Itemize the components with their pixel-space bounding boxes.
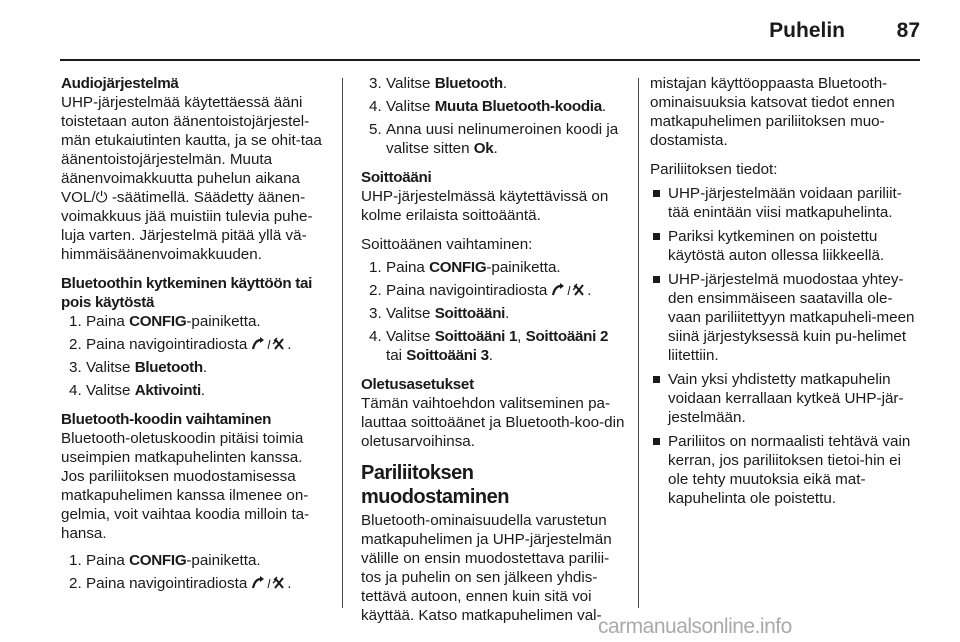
pairing-paragraph: Bluetooth-ominaisuudella varustetun matkapuhelimen ja UHP-järjestelmän välille on ensin muodostettava parilii-tos ja puhelin on sen jälkeen yhdis-tettävä autoon, ennen kuin sitä voi käyttää. Katso matkapuhelimen val-: [361, 512, 612, 624]
bluetooth-code-heading: Bluetooth-koodin vaihtaminen: [61, 411, 272, 428]
list-item: 4. Valitse Aktivointi.: [69, 382, 206, 399]
ringtone-heading: Soittoääni: [361, 169, 432, 186]
list-item: 5. Anna uusi nelinumeroinen koodi ja valitse sitten Ok.: [369, 121, 619, 157]
list-item: 1. Paina CONFIG-painiketta.: [69, 552, 261, 569]
list-item: Vain yksi yhdistetty matkapuhelin voidaan kerrallaan kytkeä UHP-jär-jestelmään.: [650, 370, 922, 427]
bullet-icon: [653, 233, 660, 240]
pairing-paragraph-continued: mistajan käyttöoppaasta Bluetooth-ominaisuuksia katsovat tiedot ennen matkapuhelimen pariliitoksen muo-dostamista.: [650, 75, 895, 149]
bluetooth-code-steps: [61, 551, 327, 593]
audio-heading: Audiojärjestelmä: [61, 75, 179, 92]
navigation-radio-icon: [551, 283, 587, 297]
ringtone-steps: [361, 258, 626, 323]
bluetooth-code-paragraph: Bluetooth-oletuskoodin pitäisi toimia useimpien matkapuhelinten kanssa. Jos pariliitoksen muodostamisessa matkapuhelimen kanssa ilmenee on-gelmia, voit vaihtaa koodia milloin ta-hansa.: [61, 430, 310, 542]
list-item: 2. Paina navigointiradiosta .: [69, 575, 292, 592]
navigation-radio-icon: [251, 337, 287, 351]
column-divider: [342, 78, 343, 608]
bullet-icon: [653, 190, 660, 197]
ringtone-section: [361, 168, 626, 225]
list-item: UHP-järjestelmä muodostaa yhtey-den ensimmäiseen saatavilla ole-vaan pariliitettyyn matkapuheli-meen siinä järjestyksessä kuin pu-helimet liitettiin.: [650, 270, 922, 365]
defaults-section: [361, 375, 626, 451]
list-item: 1. Paina CONFIG-painiketta.: [369, 259, 561, 276]
ringtone-paragraph: UHP-järjestelmässä käytettävissä on kolme erilaista soittoääntä.: [361, 188, 609, 224]
list-item: 1. Paina CONFIG-painiketta.: [69, 313, 261, 330]
defaults-paragraph: Tämän vaihtoehdon valitseminen pa-lauttaa soittoäänet ja Bluetooth-koo-din oletusarvoihinsa.: [361, 395, 625, 450]
list-item: 4. Valitse Muuta Bluetooth-koodia.: [369, 98, 607, 115]
audio-paragraph: UHP-järjestelmää käytettäessä ääni toistetaan auton äänentoistojärjestel-män etukaiutinten kautta, ja se ohit-taa äänentoistojärjestelmän. Muuta äänenvoimakkuutta puhelun aikana VOL/⏻ -säätimellä. Säädetty äänen-voimakkuus jää muistiin tulevia puhe-luja varten. Järjestelmä pitää yllä vä-himmäisäänenvoimakkuuden.: [61, 94, 322, 263]
list-item: UHP-järjestelmään voidaan pariliit-tää enintään viisi matkapuhelinta.: [650, 184, 922, 222]
defaults-heading: Oletusasetukset: [361, 376, 474, 393]
list-item: 3. Valitse Bluetooth.: [69, 359, 208, 376]
header-rule: [60, 59, 920, 61]
column-2: [361, 74, 626, 625]
bullet-icon: [653, 276, 660, 283]
ringtone-change-label: Soittoäänen vaihtaminen:: [361, 236, 533, 253]
column-1: [61, 74, 327, 603]
list-item: 2. Paina navigointiradiosta .: [69, 336, 292, 353]
page-title: Puhelin: [769, 19, 845, 42]
pairing-info-bullets: [650, 184, 922, 508]
pairing-section-title: Pariliitoksen muodostaminen: [361, 462, 509, 508]
list-item: Pariksi kytkeminen on poistettu käytöstä auton ollessa liikkeellä.: [650, 227, 922, 265]
pairing-info-heading: Pariliitoksen tiedot:: [650, 161, 778, 178]
list-item: 2. Paina navigointiradiosta .: [369, 282, 592, 299]
bullet-icon: [653, 376, 660, 383]
navigation-radio-icon: [251, 576, 287, 590]
ringtone-step-4: [361, 327, 626, 365]
bluetooth-code-steps-continued: [361, 74, 626, 158]
column-3: [650, 74, 922, 513]
list-item: 3. Valitse Bluetooth.: [369, 75, 508, 92]
watermark: carmanualsonline.info: [598, 615, 792, 638]
list-item: 3. Valitse Soittoääni.: [369, 305, 510, 322]
bluetooth-toggle-steps: [61, 312, 327, 400]
bluetooth-toggle-heading: Bluetoothin kytkeminen käyttöön tai pois käytöstä: [61, 275, 313, 311]
list-item: 4. Valitse Soittoääni 1, Soittoääni 2 tai Soittoääni 3.: [369, 328, 609, 364]
audio-section: [61, 74, 327, 264]
bullet-icon: [653, 438, 660, 445]
list-item: Pariliitos on normaalisti tehtävä vain kerran, jos pariliitoksen tietoi-hin ei ole tehty muutoksia eikä mat-kapuhelinta ole poistettu.: [650, 432, 922, 508]
page-number: 87: [896, 19, 920, 42]
column-divider: [638, 78, 639, 608]
